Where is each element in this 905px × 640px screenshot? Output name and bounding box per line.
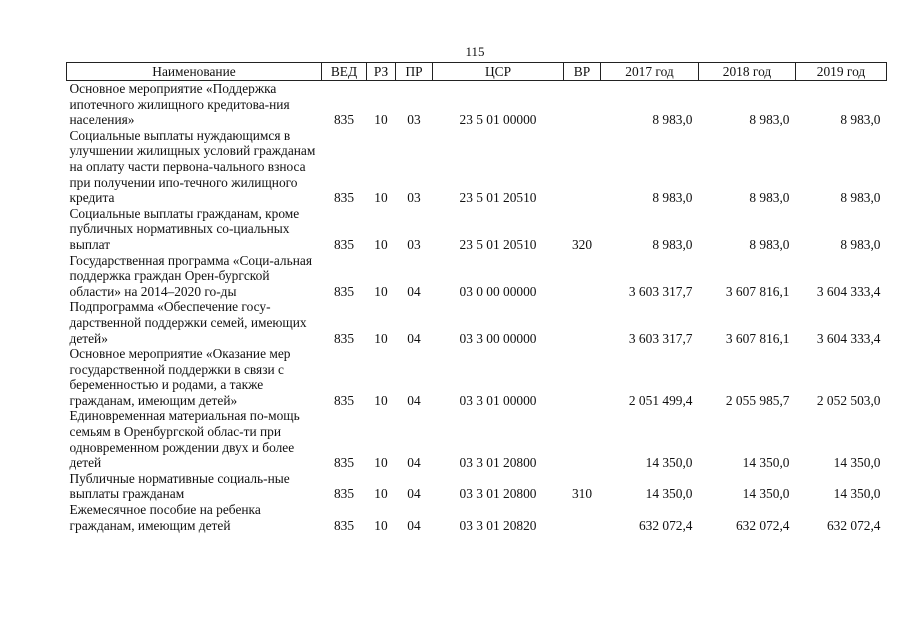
row-2018: 3 607 816,1: [725, 330, 790, 346]
header-pr: ПР: [396, 63, 433, 81]
row-name: Публичные нормативные социаль-ные выплаты гражданам: [69, 470, 290, 502]
header-name: Наименование: [67, 63, 322, 81]
budget-table: [66, 62, 887, 533]
row-name: Ежемесячное пособие на ребенка гражданам, имеющим детей: [69, 502, 261, 533]
table-row: [67, 502, 887, 533]
row-2017: 2 051 499,4: [628, 392, 693, 408]
table-row: [67, 299, 887, 346]
table-row: [67, 206, 887, 253]
row-vr: [564, 299, 601, 346]
table-row: [67, 471, 887, 502]
row-name: Государственная программа «Соци-альная поддержка граждан Орен-бургской области» на 2014–2020 го-ды: [69, 252, 312, 299]
row-ved: 835: [333, 190, 355, 206]
row-2017: 8 983,0: [652, 190, 693, 206]
row-2019: 2 052 503,0: [816, 392, 881, 408]
row-2018: 3 607 816,1: [725, 283, 790, 299]
row-csr: 23 5 01 20510: [459, 236, 537, 252]
row-2018: 8 983,0: [749, 190, 790, 206]
row-2019: 3 604 333,4: [816, 283, 881, 299]
row-2017: 14 350,0: [645, 455, 693, 471]
row-rz: 10: [374, 392, 388, 408]
header-2017: 2017 год: [601, 63, 699, 81]
row-vr: [564, 502, 601, 533]
row-vr: [564, 81, 601, 128]
table-row: [67, 81, 887, 128]
row-rz: 10: [374, 283, 388, 299]
row-2017: 14 350,0: [645, 486, 693, 502]
table-row: [67, 408, 887, 470]
row-rz: 10: [374, 517, 388, 533]
row-2017: 632 072,4: [638, 517, 693, 533]
row-pr: 03: [407, 236, 421, 252]
row-2017: 8 983,0: [652, 236, 693, 252]
table-row: [67, 253, 887, 300]
row-pr: 03: [407, 190, 421, 206]
table-header: [67, 63, 887, 81]
row-csr: 23 5 01 00000: [459, 112, 537, 128]
row-ved: 835: [333, 112, 355, 128]
row-2019: 8 983,0: [840, 190, 881, 206]
row-ved: 835: [333, 236, 355, 252]
header-rz: РЗ: [367, 63, 396, 81]
header-2018: 2018 год: [699, 63, 796, 81]
header-vr: ВР: [564, 63, 601, 81]
row-2018: 8 983,0: [749, 112, 790, 128]
table-body: [67, 81, 887, 534]
row-ved: 835: [333, 330, 355, 346]
row-2017: 8 983,0: [652, 112, 693, 128]
row-ved: 835: [333, 392, 355, 408]
row-name: Подпрограмма «Обеспечение госу-дарственной поддержки семей, имеющих детей»: [69, 299, 307, 346]
row-name: Основное мероприятие «Оказание мер государственной поддержки в связи с беременностью и родами, а также гражданам, имеющим детей»: [69, 346, 291, 408]
row-csr: 23 5 01 20510: [459, 190, 537, 206]
header-csr: ЦСР: [433, 63, 564, 81]
row-ved: 835: [333, 455, 355, 471]
row-pr: 04: [407, 330, 421, 346]
row-rz: 10: [374, 486, 388, 502]
row-pr: 04: [407, 455, 421, 471]
row-pr: 04: [407, 517, 421, 533]
header-2019: 2019 год: [796, 63, 887, 81]
row-csr: 03 3 01 00000: [459, 392, 537, 408]
row-ved: 835: [333, 283, 355, 299]
row-rz: 10: [374, 190, 388, 206]
row-2019: 632 072,4: [826, 517, 881, 533]
header-ved: ВЕД: [322, 63, 367, 81]
table-row: [67, 128, 887, 206]
row-2018: 632 072,4: [735, 517, 790, 533]
row-2018: 14 350,0: [742, 486, 790, 502]
row-rz: 10: [374, 236, 388, 252]
row-csr: 03 3 01 20800: [459, 455, 537, 471]
row-pr: 04: [407, 392, 421, 408]
row-name: Социальные выплаты гражданам, кроме публичных нормативных со-циальных выплат: [69, 205, 300, 252]
row-vr: 320: [571, 236, 593, 252]
row-vr: [564, 253, 601, 300]
row-2019: 8 983,0: [840, 236, 881, 252]
row-2019: 3 604 333,4: [816, 330, 881, 346]
page-number: 115: [465, 44, 485, 59]
row-pr: 03: [407, 112, 421, 128]
row-vr: [564, 346, 601, 408]
row-2018: 8 983,0: [749, 236, 790, 252]
row-csr: 03 3 00 00000: [459, 330, 537, 346]
row-name: Основное мероприятие «Поддержка ипотечного жилищного кредитова-ния населения»: [69, 81, 290, 128]
row-pr: 04: [407, 486, 421, 502]
table-row: [67, 346, 887, 408]
row-rz: 10: [374, 455, 388, 471]
row-csr: 03 0 00 00000: [459, 283, 537, 299]
row-2017: 3 603 317,7: [628, 330, 693, 346]
row-2018: 14 350,0: [742, 455, 790, 471]
row-name: Социальные выплаты нуждающимся в улучшении жилищных условий гражданам на оплату части первона-чального взноса при получении ипо-течного жилищного кредита: [69, 127, 316, 206]
row-2019: 14 350,0: [833, 455, 881, 471]
row-csr: 03 3 01 20820: [459, 517, 537, 533]
row-2019: 14 350,0: [833, 486, 881, 502]
row-rz: 10: [374, 330, 388, 346]
row-pr: 04: [407, 283, 421, 299]
row-name: Единовременная материальная по-мощь семьям в Оренбургской облас-ти при одновременном рождении двух и более детей: [69, 408, 300, 471]
row-2019: 8 983,0: [840, 112, 881, 128]
row-rz: 10: [374, 112, 388, 128]
row-2017: 3 603 317,7: [628, 283, 693, 299]
row-2018: 2 055 985,7: [725, 392, 790, 408]
row-ved: 835: [333, 517, 355, 533]
row-vr: [564, 408, 601, 470]
row-vr: 310: [571, 486, 593, 502]
row-ved: 835: [333, 486, 355, 502]
row-csr: 03 3 01 20800: [459, 486, 537, 502]
row-vr: [564, 128, 601, 206]
